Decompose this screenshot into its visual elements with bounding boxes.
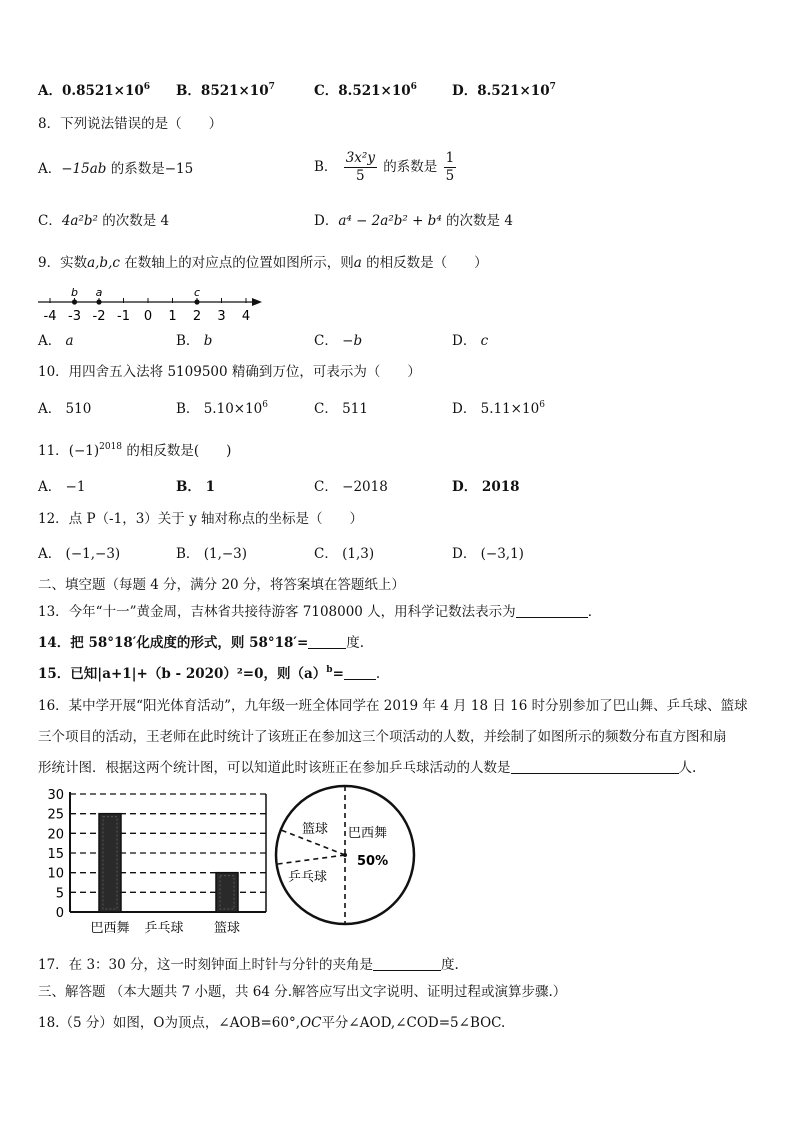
q10-option-c: C． 511 <box>314 401 368 417</box>
q12-option-b: B． (1,−3) <box>176 546 248 562</box>
q13: 13．今年“十一”黄金周，吉林省共接待游客 7108000 人，用科学记数法表示为 ． <box>38 604 602 620</box>
q11-option-b: B． 1 <box>176 479 216 495</box>
bar-y-tick-label: 30 <box>47 788 64 803</box>
q11-option-d: D． 2018 <box>452 479 520 495</box>
q7-option-b: B．$8521\times 10^7$ <box>176 82 275 99</box>
pie-center <box>343 853 347 857</box>
q18: 18.（5 分）如图，O为顶点，∠AOB=60°,OC平分∠AOD,∠COD=5∠BOC. <box>38 1015 506 1031</box>
bar-y-tick-label: 25 <box>47 807 64 823</box>
q10-option-a: A． 510 <box>38 401 92 417</box>
bar-y-tick-label: 0 <box>55 906 64 921</box>
q16-line-1: 16．某中学开展“阳光体育活动”，九年级一班全体同学在 2019 年 4 月 18 日 16 时分别参加了巴山舞、乒乓球、篮球 <box>38 698 748 714</box>
number-line-tick-label: 4 <box>241 309 251 324</box>
arrow-right-icon <box>252 298 262 306</box>
bar-0 <box>99 814 121 912</box>
q11-stem: 11．$(-1)^{2018}$ 的相反数是( ) <box>38 442 232 459</box>
histogram-chart <box>44 784 274 942</box>
q7-option-a: A．$0.8521\times 10^6$ <box>38 82 151 99</box>
q16-line-3: 形统计图．根据这两个统计图，可以知道此时该班正在参加乒乓球活动的人数是 人. <box>38 760 697 776</box>
bar-x-label: 篮球 <box>213 921 241 936</box>
q16-line-2: 三个项目的活动，王老师在此时统计了该班正在参加这三个项活动的人数，并绘制了如图所示的频数分布直方图和扇 <box>38 729 727 745</box>
number-line-tick-label: -2 <box>92 309 106 324</box>
q12-stem: 12．点 P（-1，3）关于 y 轴对称点的坐标是（ ） <box>38 511 364 527</box>
q9-option-d: D． c <box>452 333 489 349</box>
pie-divider-pingpong <box>278 855 345 864</box>
number-line-tick-label: 1 <box>168 309 177 324</box>
number-line-tick-label: 2 <box>192 309 202 324</box>
number-line-tick-label: -1 <box>117 309 130 324</box>
q8-b-fraction: $\frac{\text{3x²y}}{5}$ <box>345 150 375 184</box>
number-line-tick-label: 0 <box>143 309 153 324</box>
number-line-point-c <box>194 299 199 304</box>
q7-option-c: C．$8.521\times 10^6$ <box>314 82 417 99</box>
q15: 15．已知|a+1|+（b - 2020）²=0，则$(a)^b=$ . <box>38 665 381 682</box>
q8-option-c: C．4a²b² 的次数是 4 <box>38 213 170 229</box>
pie-percent-label: 50% <box>357 854 389 869</box>
bar-y-tick-label: 20 <box>47 827 64 843</box>
pie-chart <box>272 782 418 928</box>
q8-stem: 8．下列说法错误的是（ ） <box>38 116 223 132</box>
q8-b-coefficient: $\frac{1}{5}$ <box>445 150 455 184</box>
q12-option-d: D． (−3,1) <box>452 546 524 562</box>
section-answer: 三、解答题 （本大题共 7 小题，共 64 分.解答应写出文字说明、证明过程或演算步骤.） <box>38 984 567 1000</box>
pie-label-basketball: 篮球 <box>302 822 329 837</box>
q9-option-c: C． −b <box>314 333 363 349</box>
q8-option-a: A．−15ab 的系数是−15 <box>38 161 194 177</box>
number-line-tick-label: -3 <box>68 309 81 324</box>
q11-option-c: C． −2018 <box>314 479 388 495</box>
q8-option-b: B． $\frac{\text{3x²y}}{5}$ 的系数是 $\frac{1}{5}$ <box>314 150 455 184</box>
q12-option-c: C． (1,3) <box>314 546 375 562</box>
number-line-point-label-b: b <box>71 286 78 299</box>
number-line-point-b <box>72 299 77 304</box>
bar-2 <box>216 873 238 912</box>
section-fill-in: 二、填空题（每题 4 分，满分 20 分，将答案填在答题纸上） <box>38 577 405 593</box>
q9-stem: 9．实数a,b,c 在数轴上的对应点的位置如图所示，则a 的相反数是（ ） <box>38 255 488 271</box>
q12-option-a: A． (−1,−3) <box>38 546 121 562</box>
number-line-point-label-a: a <box>95 286 103 299</box>
q11-option-a: A． −1 <box>38 479 86 495</box>
q8-option-d: D．a⁴ − 2a²b² + b⁴ 的次数是 4 <box>314 213 513 229</box>
number-line-point-label-c: c <box>193 286 201 299</box>
bar-y-tick-label: 15 <box>47 847 64 862</box>
number-line-tick-label: -4 <box>43 309 57 324</box>
pie-label-brazil-dance: 巴西舞 <box>348 826 388 841</box>
q17: 17．在 3：30 分，这一时刻钟面上时针与分针的夹角是 度. <box>38 957 459 973</box>
q9-option-b: B． b <box>176 333 213 349</box>
number-line <box>34 284 266 324</box>
bar-x-label: 乒乓球 <box>144 921 184 936</box>
q14: 14．把 58°18′化成度的形式，则 58°18′= 度. <box>38 635 365 651</box>
number-line-tick-label: 3 <box>217 309 226 324</box>
number-line-point-a <box>96 299 101 304</box>
q10-option-d: D． $5.11\times 10^6$ <box>452 400 545 417</box>
bar-x-label: 巴西舞 <box>90 921 130 936</box>
bar-y-tick-label: 5 <box>55 886 64 902</box>
q7-option-d: D．$8.521\times 10^7$ <box>452 82 556 99</box>
q10-stem: 10．用四舍五入法将 5109500 精确到万位，可表示为（ ） <box>38 364 421 380</box>
bar-y-tick-label: 10 <box>47 866 64 882</box>
q10-option-b: B． $5.10\times 10^6$ <box>176 400 269 417</box>
pie-label-pingpong: 乒乓球 <box>288 870 328 885</box>
q9-option-a: A． a <box>38 333 74 349</box>
